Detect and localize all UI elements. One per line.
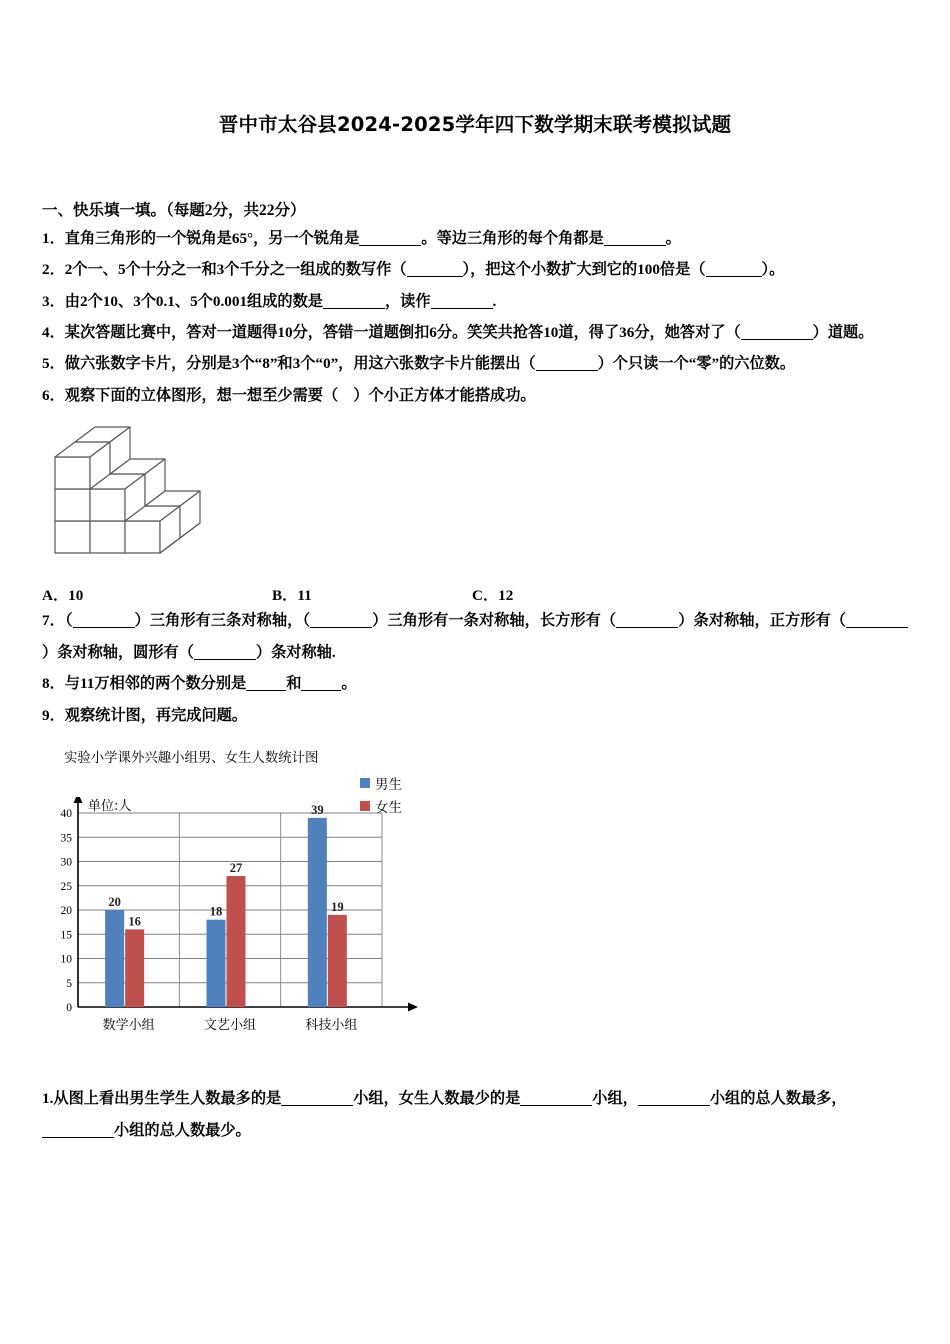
question-2-text-c: ）。 [761, 261, 785, 279]
y-tick-label: 5 [66, 978, 72, 991]
bar-男生-文艺小组 [207, 920, 226, 1007]
question-2-blank-2[interactable] [706, 276, 762, 277]
question-9-number: 9． [42, 706, 65, 724]
y-axis-arrow [74, 797, 83, 803]
option-a[interactable] [42, 584, 272, 605]
question-5 [42, 348, 908, 379]
question-3-text-c: . [492, 292, 497, 310]
legend-swatch-male [360, 778, 370, 788]
legend-label-male: 男生 [375, 777, 402, 794]
option-b[interactable] [272, 584, 472, 605]
option-a-value: 10 [68, 587, 84, 605]
question-5-text-a: 做六张数字卡片，分别是3个“8”和3个“0”，用这六张数字卡片能摆出（ ）个只读一个“零”的六位数。 [64, 355, 796, 373]
bar-value-label: 16 [128, 914, 141, 929]
y-tick-label: 15 [60, 929, 72, 942]
answer-options [42, 584, 908, 605]
staircase-cube-figure [50, 425, 908, 570]
legend-item-male [360, 773, 402, 793]
question-6-number: 6． [42, 386, 65, 404]
final-question-number: 1. [42, 1090, 54, 1108]
question-2-text-b: ），把这个小数扩大到它的100倍是（ [462, 261, 706, 279]
question-2-number: 2． [42, 261, 65, 279]
question-2-text-a: 2个一、5个十分之一和3个千分之一组成的数写作（ [64, 261, 407, 279]
question-8-text-a: 与11万相邻的两个数分别是 [64, 675, 247, 693]
question-4 [42, 317, 908, 348]
question-1-number: 1． [42, 229, 65, 247]
question-1-blank-1[interactable] [359, 245, 421, 246]
question-4-number: 4． [42, 324, 65, 341]
question-5-number: 5． [42, 355, 65, 373]
chart-plot-area [48, 797, 428, 1047]
option-b-value: 11 [297, 587, 312, 605]
chart-unit-label: 单位:人 [88, 799, 132, 815]
question-8-text-c: 。 [341, 675, 357, 693]
question-1-text-c: 。 [665, 229, 681, 247]
x-tick-label: 数学小组 [102, 1018, 155, 1034]
question-3 [42, 286, 908, 317]
x-axis-arrow [408, 1003, 418, 1012]
question-8-number: 8． [42, 675, 65, 693]
option-c-value: 12 [498, 587, 514, 605]
question-7-blank-1[interactable] [73, 627, 135, 628]
final-question-blank-3[interactable] [638, 1105, 710, 1106]
question-3-text-a: 由2个10、3个0.1、5个0.001组成的数是 [64, 292, 323, 310]
question-2-blank-1[interactable] [407, 276, 463, 277]
final-question-text-e: 小组的总人数最少。 [114, 1121, 251, 1139]
bar-value-label: 20 [108, 895, 121, 910]
chart-title: 实验小学课外兴趣小组男、女生人数统计图 [64, 751, 319, 767]
y-tick-label: 30 [60, 856, 72, 869]
option-a-label: A． [42, 587, 69, 605]
bar-value-label: 27 [229, 861, 243, 876]
x-tick-label: 科技小组 [305, 1018, 358, 1034]
x-tick-label: 文艺小组 [203, 1018, 257, 1034]
question-2 [42, 254, 908, 285]
question-7 [42, 605, 908, 668]
y-tick-label: 10 [60, 953, 72, 966]
final-question-blank-1[interactable] [281, 1105, 353, 1106]
question-7-body: （ ）三角形有三条对称轴，（ ）三角形有一条对称轴，长方形有（ ）条对称轴，正方形有（）条对称轴，圆形有（ ）条对称轴. [42, 612, 908, 660]
final-question-text-c: 小组， [592, 1090, 638, 1108]
question-3-number: 3． [42, 292, 65, 310]
question-1-text-a: 直角三角形的一个锐角是65°，另一个锐角是 [64, 229, 360, 247]
final-question-blank-2[interactable] [520, 1105, 592, 1106]
final-question-blank-4[interactable] [42, 1137, 114, 1138]
question-7-number: 7． [42, 612, 65, 630]
bar-女生-文艺小组 [227, 876, 246, 1007]
page-title: 晋中市太谷县2024-2025学年四下数学期末联考模拟试题 [218, 113, 732, 136]
question-5-blank-1[interactable] [536, 370, 598, 371]
question-1 [42, 223, 908, 254]
y-tick-label: 35 [60, 832, 72, 845]
bar-女生-数学小组 [125, 930, 144, 1008]
question-7-blank-5[interactable] [194, 659, 256, 660]
bar-男生-数学小组 [105, 910, 124, 1007]
question-3-blank-1[interactable] [323, 308, 385, 309]
y-tick-label: 0 [66, 1002, 72, 1015]
bar-男生-科技小组 [308, 818, 327, 1007]
y-tick-label: 20 [60, 905, 72, 918]
final-question-text-b: 小组，女生人数最少的是 [353, 1090, 521, 1108]
question-4-text-a: 某次答题比赛中，答对一道题得10分，答错一道题倒扣6分。笑笑共抢答10道，得了36分，她答对了（ ）道题。 [64, 324, 874, 341]
question-3-text-b: ，读作 [384, 292, 431, 310]
question-1-blank-2[interactable] [604, 245, 666, 246]
cube-solid-icon [50, 425, 280, 565]
y-tick-label: 40 [60, 808, 72, 821]
final-question-text-a: 从图上看出男生学生人数最多的是 [53, 1090, 282, 1108]
question-8-blank-2[interactable] [301, 690, 341, 691]
statistics-chart [42, 739, 908, 1069]
question-9 [42, 700, 908, 731]
bar-女生-科技小组 [328, 915, 347, 1007]
question-1-text-b: 。等边三角形的每个角都是 [421, 229, 604, 247]
final-question [42, 1083, 908, 1146]
final-question-text-d: 小组的总人数最多， [709, 1090, 847, 1108]
question-7-blank-2[interactable] [310, 627, 372, 628]
question-8-text-b: 和 [286, 675, 302, 693]
question-3-blank-2[interactable] [431, 308, 493, 309]
bar-value-label: 18 [209, 904, 223, 919]
y-tick-label: 25 [60, 881, 72, 894]
legend-label-female: 女生 [375, 800, 402, 817]
option-b-label: B． [272, 587, 298, 605]
bar-value-label: 39 [311, 803, 324, 818]
option-c[interactable] [472, 584, 513, 605]
section-heading: 一、快乐填一填。（每题2分，共22分） [42, 202, 306, 220]
question-6 [42, 380, 908, 411]
question-8 [42, 668, 908, 699]
question-8-blank-1[interactable] [246, 690, 286, 691]
bar-value-label: 19 [331, 900, 344, 915]
question-4-blank-1[interactable] [741, 339, 813, 340]
question-6-text: 观察下面的立体图形，想一想至少需要（ ）个小正方体才能搭成功。 [64, 386, 536, 404]
option-c-label: C． [472, 587, 499, 605]
chart-svg [48, 797, 428, 1047]
question-7-blank-3[interactable] [616, 627, 678, 628]
question-7-blank-4[interactable] [846, 627, 908, 628]
question-9-text: 观察统计图，再完成问题。 [64, 706, 248, 724]
